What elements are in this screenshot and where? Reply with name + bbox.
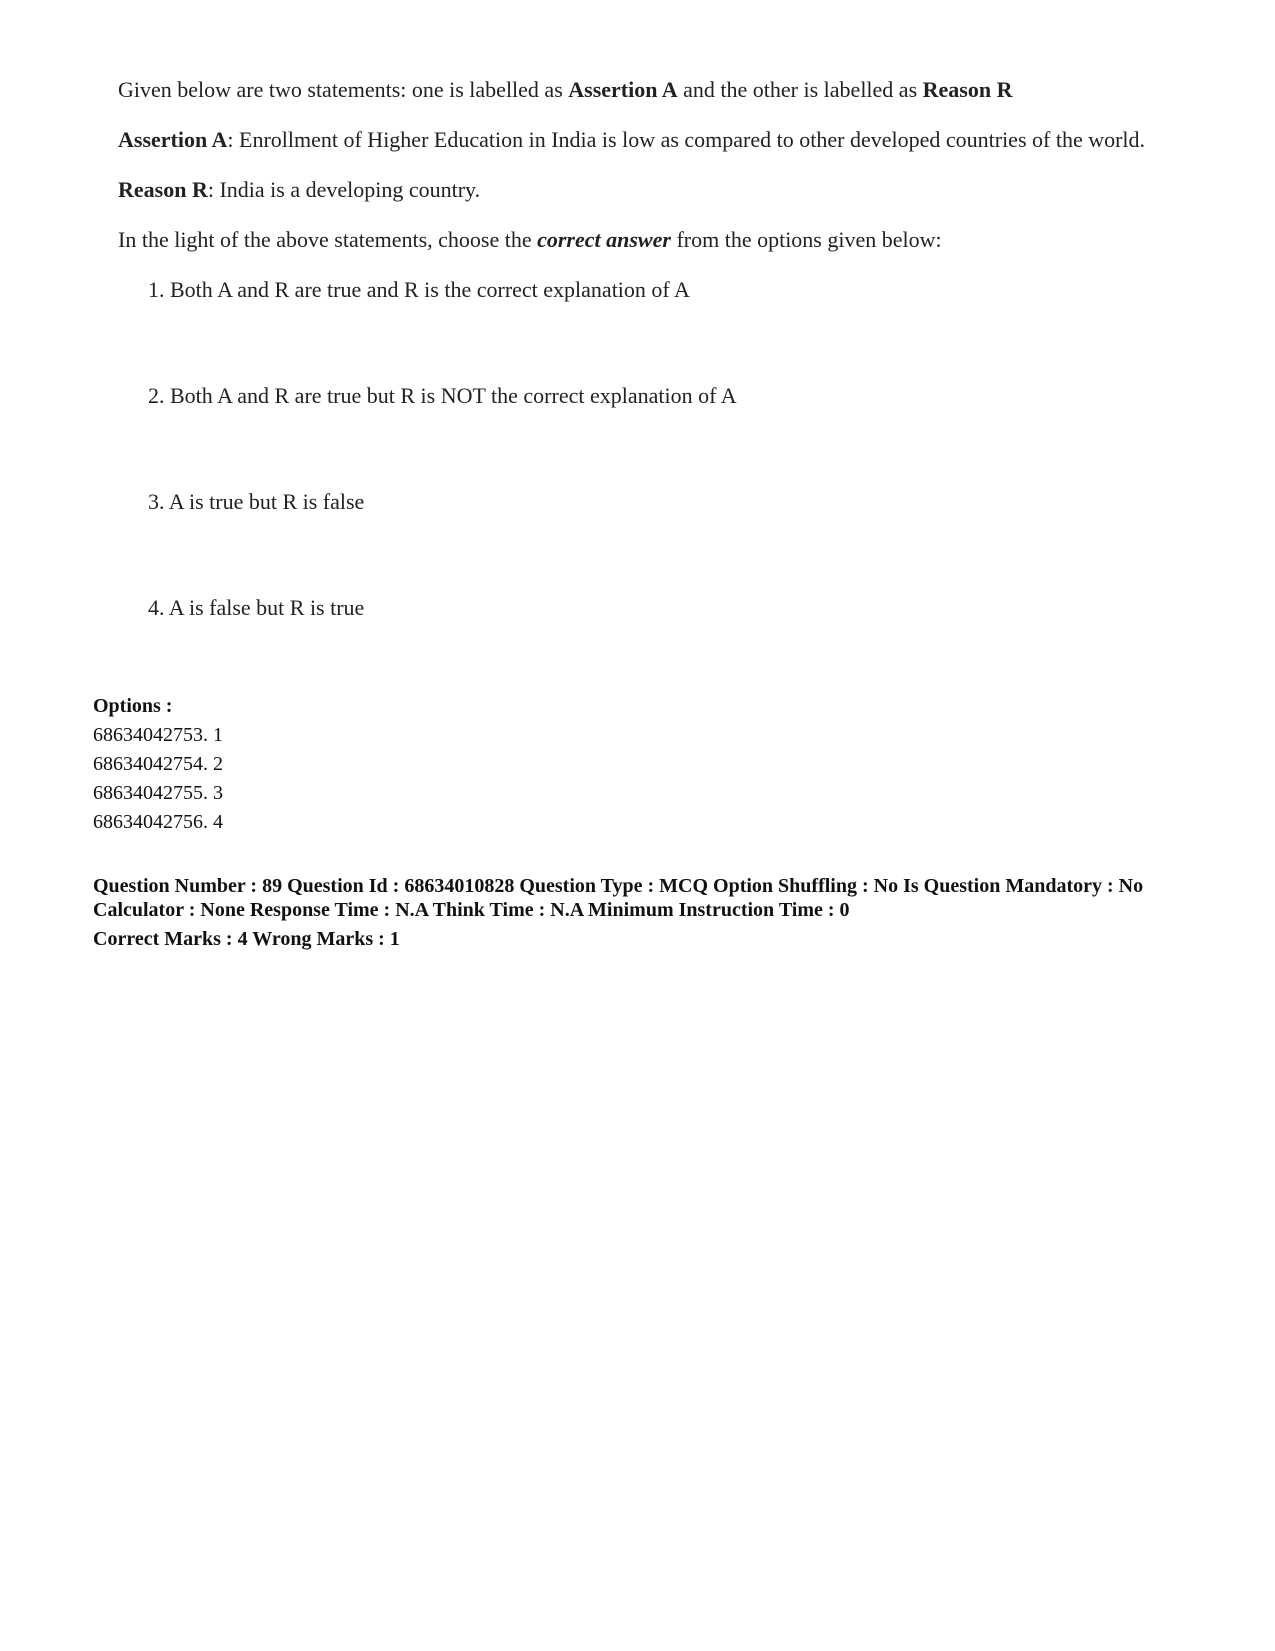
question-details: Question Number : 89 Question Id : 68634010828 Question Type : MCQ Option Shuffling : No Is Question Mandatory : No Calculator : None Response Time : N.A Think Time : N.A Minimum Instruction Time : 0 [93, 875, 1144, 921]
reason-statement [118, 176, 1198, 204]
options-block [93, 692, 223, 837]
choice-item-1: 1. Both A and R are true and R is the correct explanation of A [148, 277, 690, 302]
choice-list [118, 276, 1198, 628]
assertion-label: Assertion A [118, 127, 228, 152]
assertion-statement [118, 126, 1198, 154]
choice-item-3: 3. A is true but R is false [148, 489, 365, 514]
question-marks: Correct Marks : 4 Wrong Marks : 1 [93, 928, 400, 950]
question-intro [118, 76, 1198, 104]
intro-reason-label: Reason R [922, 77, 1013, 102]
question-meta [93, 874, 1213, 951]
choice-item-2: 2. Both A and R are true but R is NOT the correct explanation of A [148, 383, 737, 408]
question-body [118, 76, 1198, 628]
choice-item-4: 4. A is false but R is true [148, 595, 365, 620]
reason-label: Reason R [118, 177, 208, 202]
option-row-3: 68634042755. 3 [93, 782, 223, 804]
options-title: Options : [93, 695, 173, 717]
assertion-text: : Enrollment of Higher Education in India is low as compared to other developed countries of the world. [227, 127, 1146, 152]
option-row-2: 68634042754. 2 [93, 753, 223, 775]
instruction-suffix: from the options given below: [670, 227, 942, 252]
instruction-prefix: In the light of the above statements, choose the [118, 227, 538, 252]
instruction-emphasis: correct answer [537, 227, 671, 252]
instruction [118, 226, 1198, 254]
option-row-1: 68634042753. 1 [93, 724, 223, 746]
intro-assertion-label: Assertion A [568, 77, 678, 102]
option-row-4: 68634042756. 4 [93, 811, 223, 833]
intro-middle: and the other is labelled as [677, 77, 923, 102]
reason-text: : India is a developing country. [207, 177, 481, 202]
intro-prefix: Given below are two statements: one is labelled as [118, 77, 569, 102]
